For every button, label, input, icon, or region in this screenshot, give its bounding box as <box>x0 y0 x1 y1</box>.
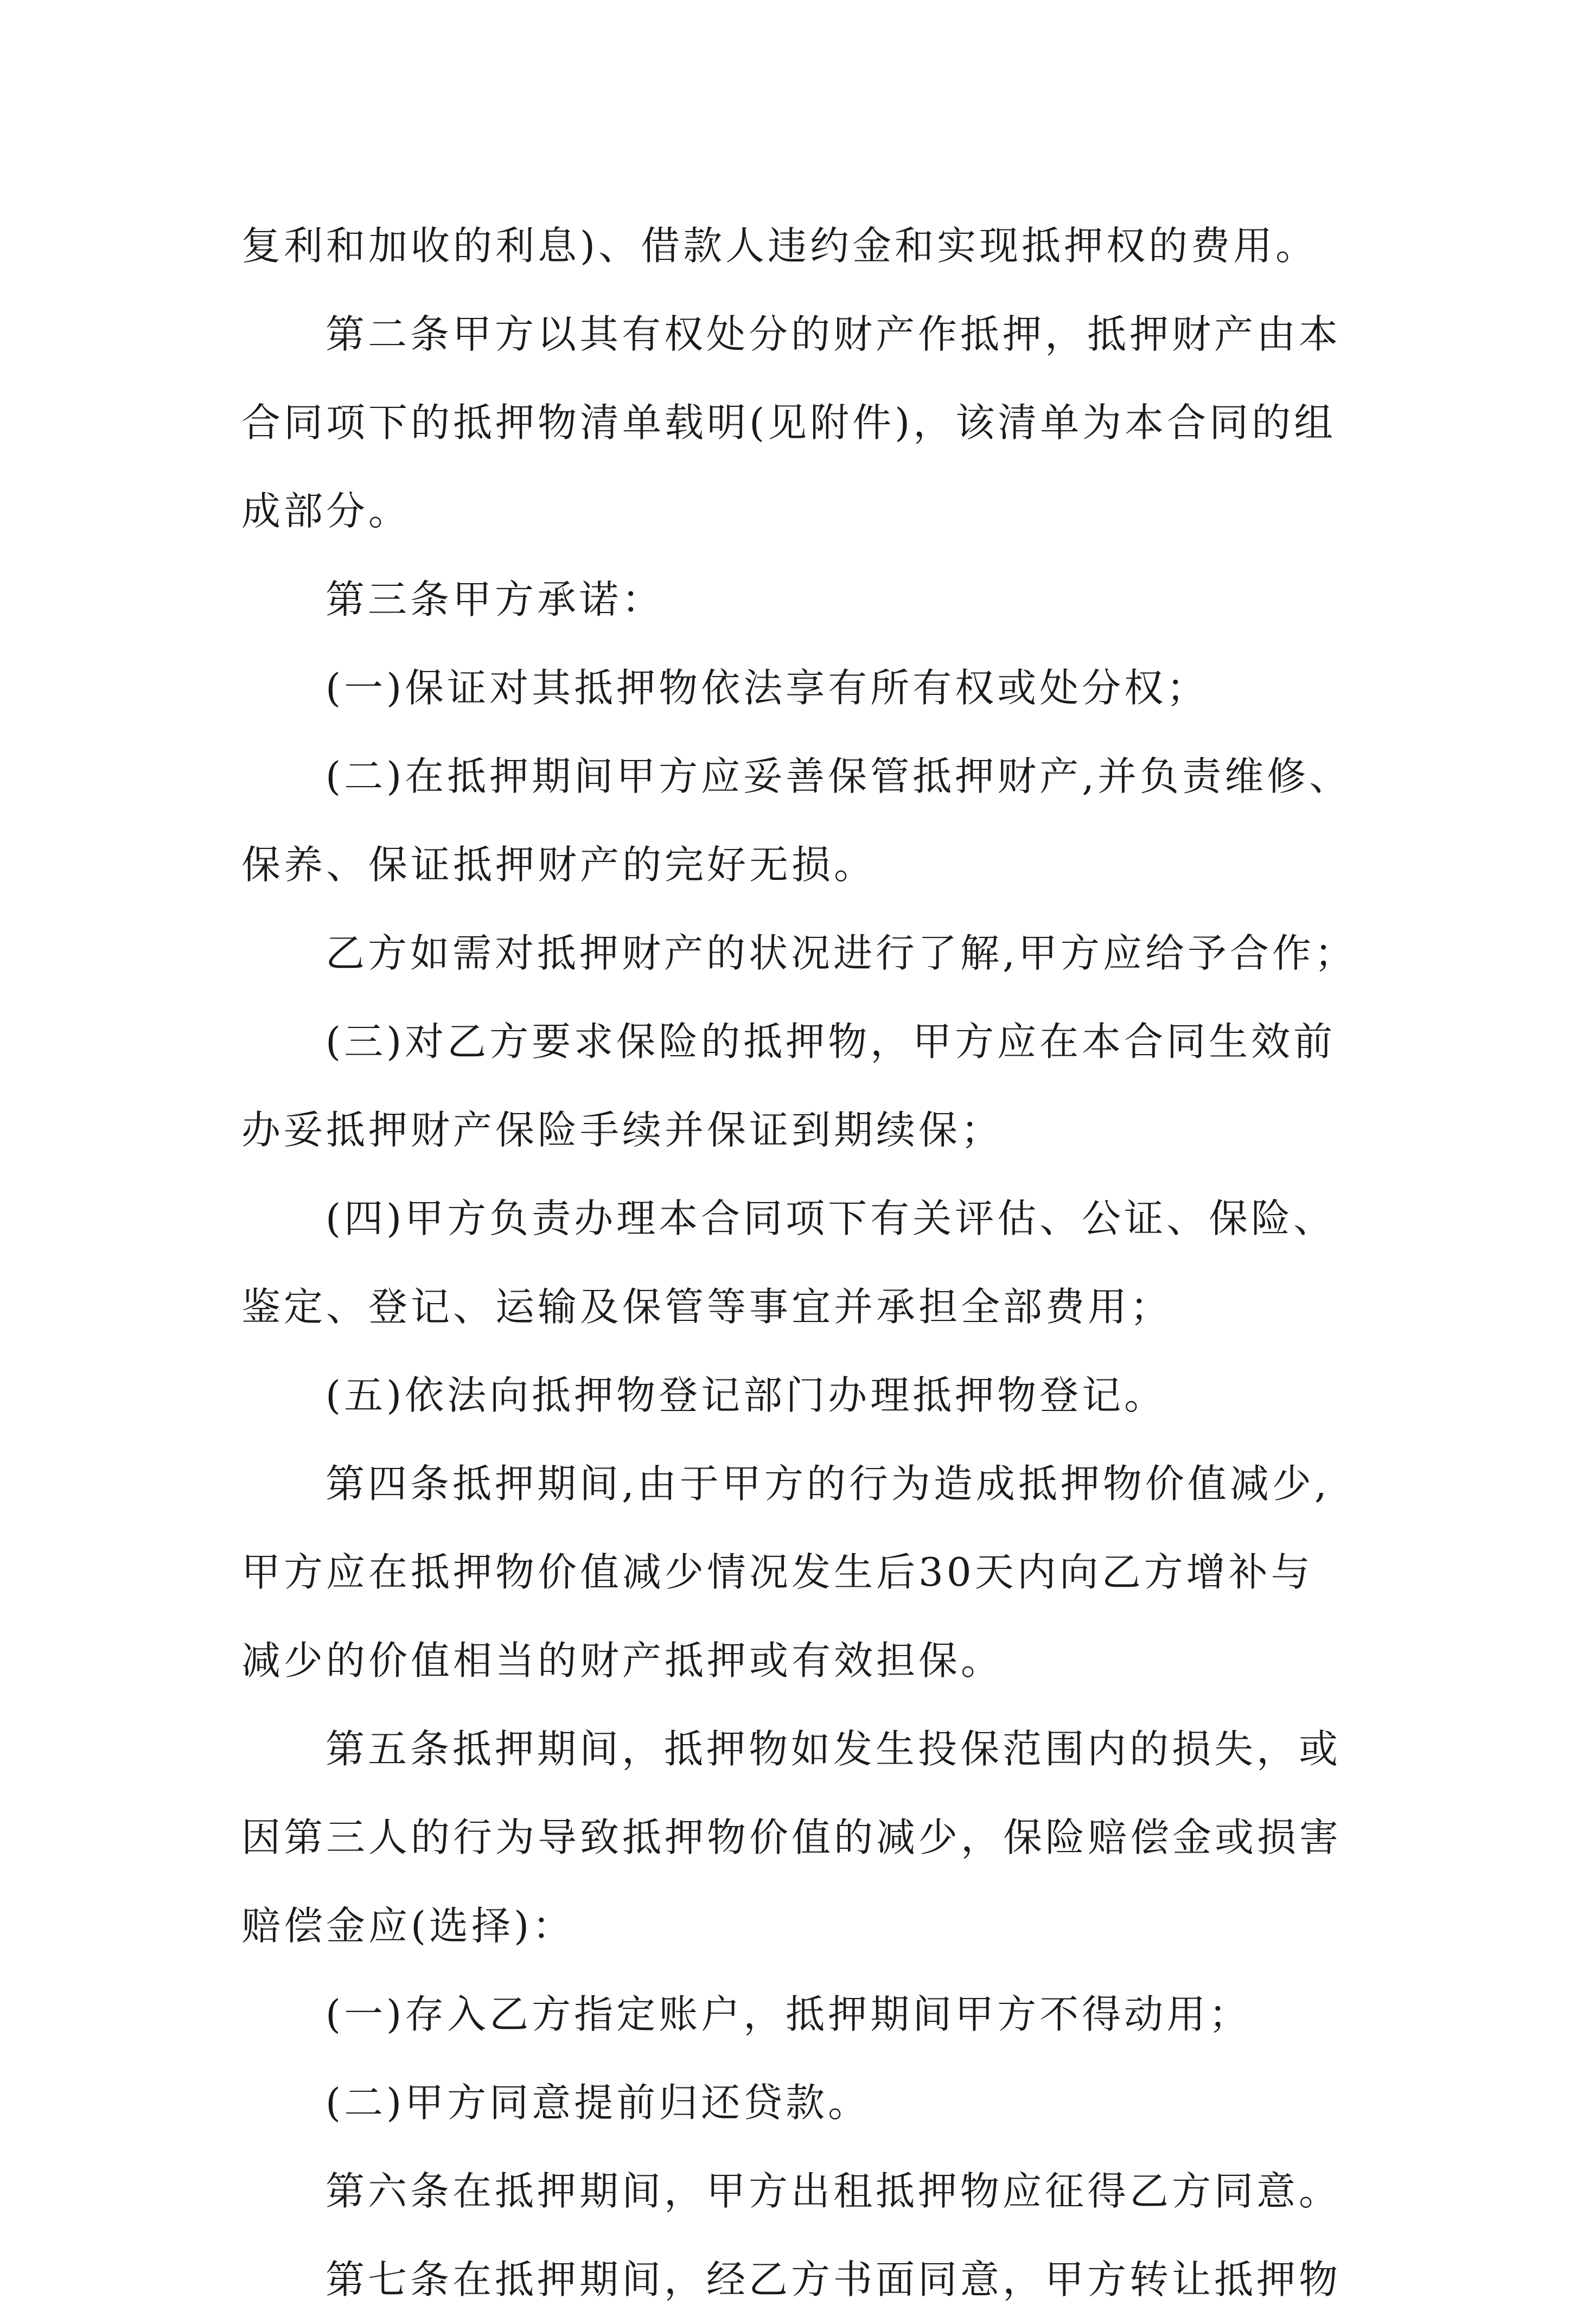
text-line: (一)保证对其抵押物依法享有所有权或处分权； <box>326 665 1209 711</box>
text-line: 第六条在抵押期间，甲方出租抵押物应征得乙方同意。 <box>326 2168 1342 2214</box>
text-line: 第二条甲方以其有权处分的财产作抵押，抵押财产由本 <box>326 311 1342 357</box>
text-line: 成部分。 <box>241 488 411 534</box>
text-line: 办妥抵押财产保险手续并保证到期续保； <box>241 1107 1004 1153</box>
text-line: (一)存入乙方指定账户，抵押期间甲方不得动用； <box>326 1991 1252 2037</box>
contract-text <box>241 202 1357 2324</box>
text-line: 减少的价值相当的财产抵押或有效担保。 <box>241 1638 1004 1683</box>
text-line: (二)在抵押期间甲方应妥善保管抵押财产,并负责维修、 <box>326 754 1352 799</box>
text-line: 复利和加收的利息)、借款人违约金和实现抵押权的费用。 <box>241 223 1318 269</box>
text-line: (二)甲方同意提前归还贷款。 <box>326 2080 871 2125</box>
text-line: 保养、保证抵押财产的完好无损。 <box>241 842 877 888</box>
text-line: 第三条甲方承诺： <box>326 577 665 622</box>
text-line: (三)对乙方要求保险的抵押物，甲方应在本合同生效前 <box>326 1019 1336 1064</box>
text-line: 第七条在抵押期间，经乙方书面同意，甲方转让抵押物 <box>326 2257 1342 2302</box>
text-line: (五)依法向抵押物登记部门办理抵押物登记。 <box>326 1372 1167 1418</box>
text-line: (四)甲方负责办理本合同项下有关评估、公证、保险、 <box>326 1196 1336 1241</box>
text-line: 合同项下的抵押物清单载明(见附件)，该清单为本合同的组 <box>241 400 1337 445</box>
text-line: 第四条抵押期间,由于甲方的行为造成抵押物价值减少, <box>326 1461 1330 1506</box>
text-line: 赔偿金应(选择)： <box>241 1903 575 1949</box>
text-line: 第五条抵押期间，抵押物如发生投保范围内的损失，或 <box>326 1726 1342 1772</box>
text-line: 甲方应在抵押物价值减少情况发生后30天内向乙方增补与 <box>241 1549 1313 1595</box>
text-line: 鉴定、登记、运输及保管等事宜并承担全部费用； <box>241 1284 1173 1330</box>
text-line: 因第三人的行为导致抵押物价值的减少，保险赔偿金或损害 <box>241 1815 1342 1860</box>
text-line: 乙方如需对抵押财产的状况进行了解,甲方应给予合作； <box>326 930 1357 976</box>
